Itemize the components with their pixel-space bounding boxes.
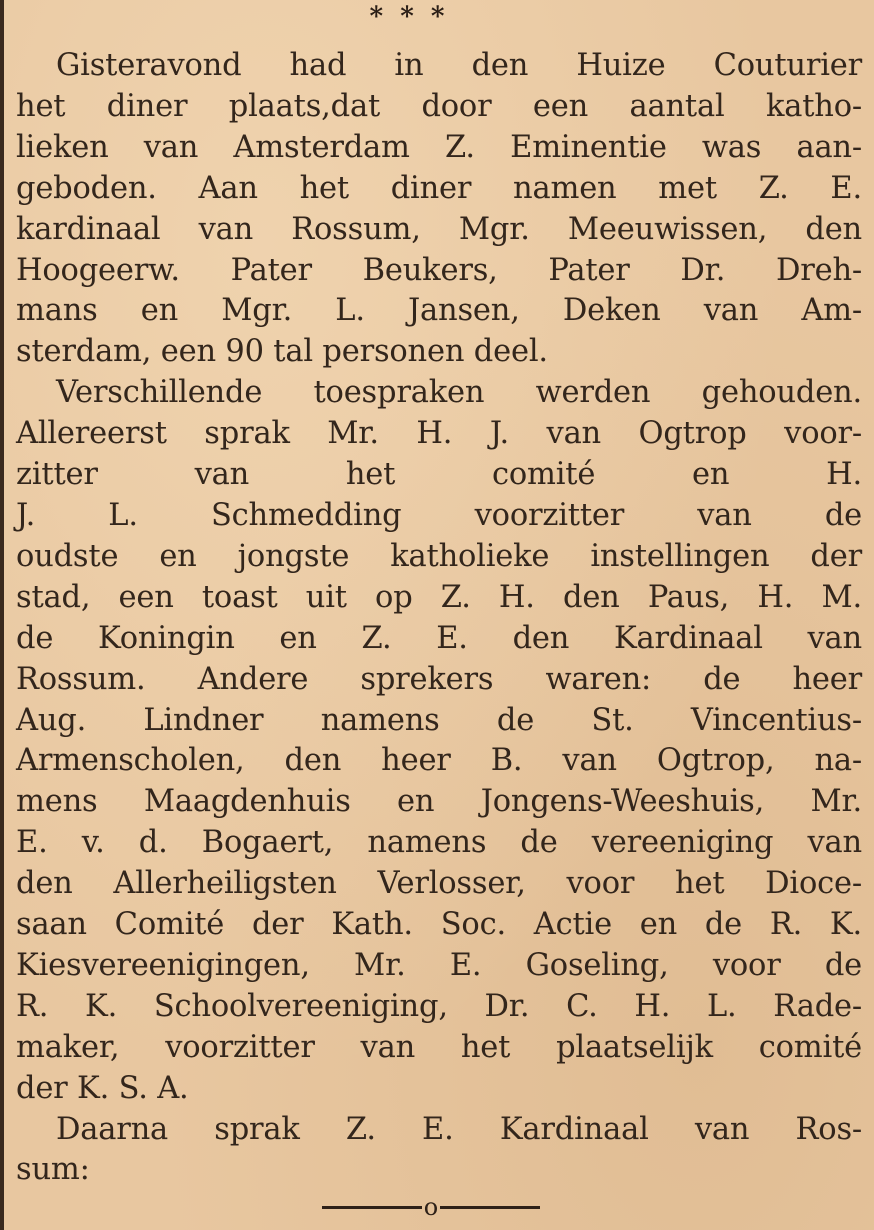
- text-line: de Koningin en Z. E. den Kardinaal van: [16, 620, 862, 656]
- paragraph-3: [16, 1110, 862, 1192]
- text-line: Armenscholen, den heer B. van Ogtrop, na-: [16, 743, 862, 779]
- separator-rule-left: [322, 1206, 422, 1209]
- text-line: mans en Mgr. L. Jansen, Deken van Am-: [16, 293, 862, 329]
- text-line: Daarna sprak Z. E. Kardinaal van Ros-: [56, 1111, 862, 1147]
- text-line: sterdam, een 90 tal personen deel.: [16, 334, 548, 370]
- text-line: Kiesvereenigingen, Mr. E. Goseling, voor de: [16, 947, 862, 983]
- text-line: Hoogeerw. Pater Beukers, Pater Dr. Dreh-: [16, 252, 862, 288]
- paragraph-2: [16, 373, 862, 1109]
- text-line: den Allerheiligsten Verlosser, voor het Dioce-: [16, 866, 862, 902]
- text-line: het diner plaats,dat door een aantal katho-: [16, 88, 862, 124]
- section-ornament: * * *: [369, 2, 449, 32]
- end-separator: [0, 1192, 868, 1222]
- text-line: maker, voorzitter van het plaatselijk comité: [16, 1029, 862, 1065]
- text-line: geboden. Aan het diner namen met Z. E.: [16, 170, 862, 206]
- text-line: Aug. Lindner namens de St. Vincentius-: [16, 702, 862, 738]
- separator-rule-right: [440, 1206, 540, 1209]
- text-line: mens Maagdenhuis en Jongens-Weeshuis, Mr.: [16, 784, 862, 820]
- article-body: [16, 46, 862, 1191]
- text-line: kardinaal van Rossum, Mgr. Meeuwissen, den: [16, 211, 862, 247]
- column-rule: [0, 0, 4, 1230]
- text-line: Allereerst sprak Mr. H. J. van Ogtrop voor-: [16, 416, 862, 452]
- text-line: oudste en jongste katholieke instellingen der: [16, 538, 862, 574]
- text-line: lieken van Amsterdam Z. Eminentie was aan-: [16, 129, 862, 165]
- text-line: E. v. d. Bogaert, namens de vereeniging van: [16, 825, 862, 861]
- text-line: Verschillende toespraken werden gehouden.: [56, 375, 862, 411]
- text-line: R. K. Schoolvereeniging, Dr. C. H. L. Rade-: [16, 988, 862, 1024]
- text-line: sum:: [16, 1152, 90, 1188]
- separator-ring: o: [423, 1193, 439, 1221]
- text-line: zitter van het comité en H.: [16, 457, 862, 493]
- text-line: stad, een toast uit op Z. H. den Paus, H. M.: [16, 579, 862, 615]
- text-line: saan Comité der Kath. Soc. Actie en de R. K.: [16, 907, 862, 943]
- text-line: Rossum. Andere sprekers waren: de heer: [16, 661, 862, 697]
- text-line: J. L. Schmedding voorzitter van de: [16, 497, 862, 533]
- text-line: der K. S. A.: [16, 1070, 189, 1106]
- text-line: Gisteravond had in den Huize Couturier: [56, 48, 862, 83]
- paragraph-1: [16, 46, 862, 373]
